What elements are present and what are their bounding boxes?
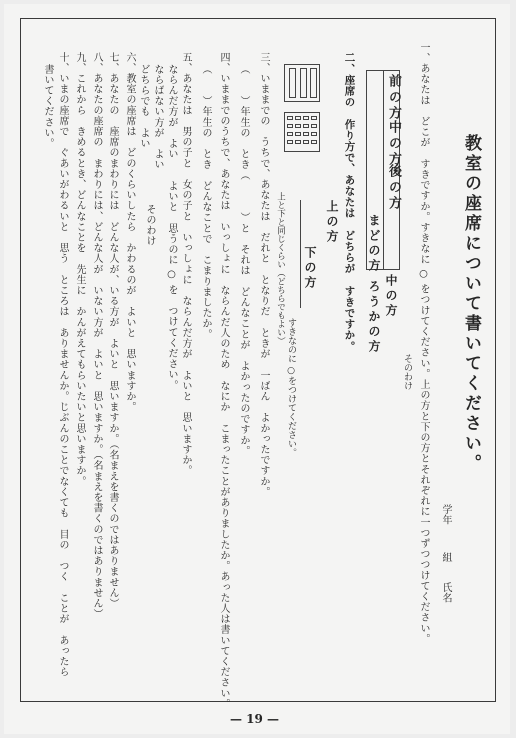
class-label: 組 bbox=[440, 552, 451, 563]
option-window: まどの方 bbox=[367, 214, 381, 274]
desk bbox=[311, 140, 317, 144]
question-5-option-either: どちらでも よい bbox=[138, 64, 149, 149]
desk bbox=[311, 124, 317, 128]
desk bbox=[303, 124, 309, 128]
q2-either-note: 上と下と同じくらい（どちらでもよい） bbox=[275, 192, 286, 345]
question-5-option-together: ならんだ方が よい よいと 思うのに ○ を つけてください。 bbox=[166, 64, 177, 391]
question-5-option-separate: ならばない方が よい bbox=[152, 64, 163, 170]
option-corridor: ろうかの方 bbox=[367, 280, 381, 355]
option-front: 前の方 bbox=[386, 74, 401, 122]
q2-option-lower: 下の方 bbox=[303, 246, 317, 291]
option-middle-row: 中の方 bbox=[386, 120, 401, 168]
grade-label: 学年 bbox=[440, 504, 451, 526]
desk bbox=[287, 140, 293, 144]
question-10-continuation: 書いてください。 bbox=[42, 64, 53, 149]
question-3-text: 三、いままでの うちで、あなたは だれと となりだ ときが 一ばん よかったですか。 bbox=[258, 52, 269, 498]
question-1-reason-label: そのわけ bbox=[402, 354, 412, 390]
q2-brace bbox=[300, 200, 301, 308]
column-block-1 bbox=[289, 68, 296, 98]
document-page bbox=[4, 4, 510, 734]
question-7-text: 七、あなたの 座席のまわりには どんな人が、いる方が よいと 思いますか。（名まえを書くのではありません） bbox=[107, 52, 118, 609]
column-block-3 bbox=[310, 68, 317, 98]
question-4-text: 四、いままでのうちで、あなたは いっしょに ならんだ人のため なにか こまったことがありましたか。あった人は書いてください。 bbox=[218, 52, 229, 710]
desk bbox=[287, 116, 293, 120]
page-number: — 19 — bbox=[230, 712, 280, 726]
desk bbox=[303, 140, 309, 144]
desk bbox=[295, 140, 301, 144]
option-back: 後の方 bbox=[386, 164, 401, 212]
desk bbox=[295, 124, 301, 128]
page-title: 教室の座席について書いてください。 bbox=[461, 134, 481, 474]
column-block-2 bbox=[300, 68, 307, 98]
desk bbox=[287, 124, 293, 128]
desk bbox=[311, 132, 317, 136]
desk bbox=[303, 132, 309, 136]
desk bbox=[311, 116, 317, 120]
desk bbox=[303, 116, 309, 120]
table-divider bbox=[383, 70, 384, 270]
option-middle-col: 中の方 bbox=[384, 274, 398, 319]
question-4-followup: （ ）年生の とき どんなことで こまりましたか。 bbox=[200, 64, 211, 340]
q2-option-upper: 上の方 bbox=[325, 200, 339, 245]
desk bbox=[295, 116, 301, 120]
desk bbox=[287, 132, 293, 136]
question-9-text: 九、これから きめるとき、どんなことを 先生に かんがえてもらいたいと思いますか。 bbox=[74, 52, 85, 487]
question-8-text: 八、あなたの座席の まわりには、どんな人が いない方が よいと 思いますか。（名まえを書くのではありません） bbox=[91, 52, 102, 620]
question-2-text: 二、座席の 作り方で、あなたは どちらが すきですか。 bbox=[343, 52, 356, 352]
question-6-text: 六、教室の座席は どのくらいしたら かわるのが よいと 思いますか。 bbox=[124, 52, 135, 413]
question-5-text: 五、あなたは 男の子と 女の子と いっしょに ならんだ方が よいと 思いますか。 bbox=[180, 52, 191, 476]
question-10-text: 十、いまの座席で ぐあいがわるいと 思う ところは ありませんか。じぶんのことでなくても 目の つく ことが あったら bbox=[57, 52, 68, 678]
desk bbox=[295, 132, 301, 136]
question-3-followup: （ ）年生の とき（ ）と それは どんなことが よかったのですか。 bbox=[238, 64, 249, 457]
name-label: 氏名 bbox=[440, 582, 451, 604]
question-5-reason-label: そのわけ bbox=[144, 204, 155, 247]
question-1-text: 一、あなたは どこが すきですか。すきなに ○ をつけてください。上の方と下の方とそれぞれに一つずつつけてください。 bbox=[418, 42, 429, 645]
q2-circle-instruction: すきなのに ○をつけてください。 bbox=[286, 318, 296, 457]
